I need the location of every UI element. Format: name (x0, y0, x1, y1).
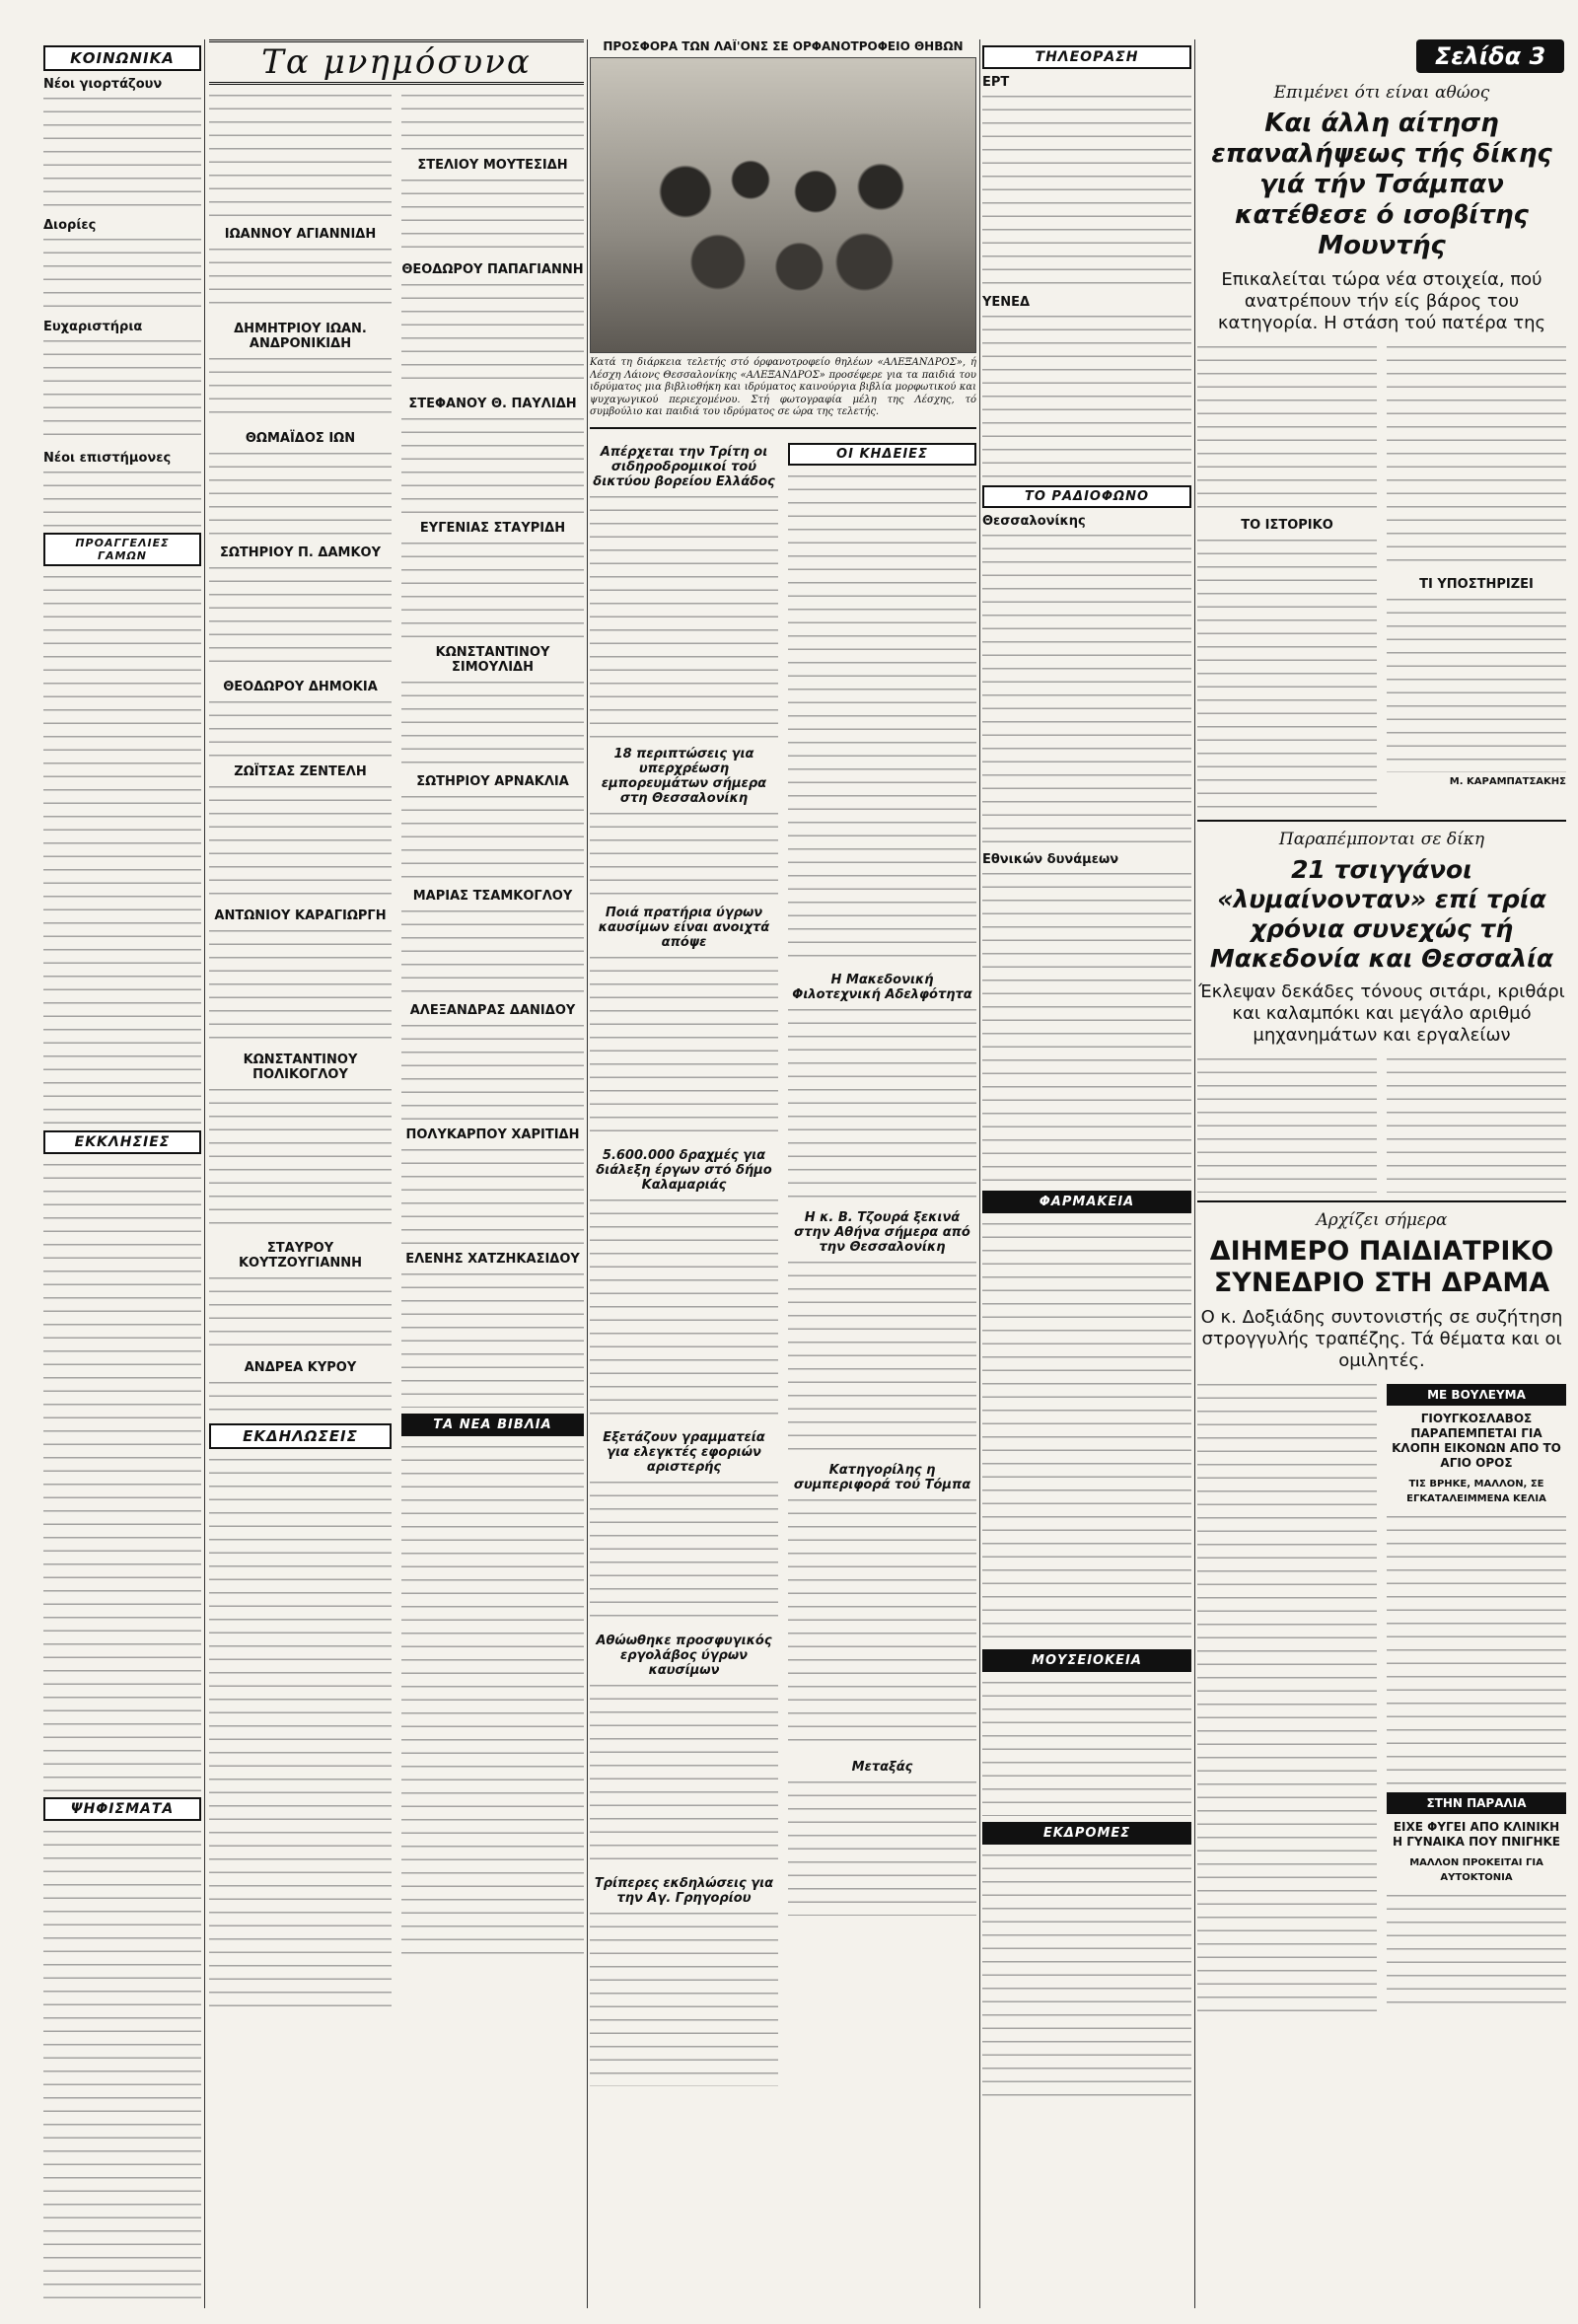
section-header-pharmacies: ΦΑΡΜΑΚΕΙΑ (982, 1191, 1191, 1213)
subheading: Ευχαριστήρια (43, 320, 143, 334)
photo-caption: Κατά τη διάρκεια τελετής στό όρφανοτροφείο θηλέων «ΑΛΕΞΑΝΔΡΟΣ», ή Λέσχη Λάιονς Θεσσαλονίκης «ΑΛΕΞΑΝΔΡΟΣ» προσέφερε για τα παιδιά του ιδρύματος μια βιβλιοθήκη και ιδρύματος καινούργια βιβλία μορφωτικού και ψυχαγωγικού περιεχομένου. Στή φωτογραφία μέλη της Λέσχης, τό συμβούλιο και παιδιά του ιδρύματος σε ώρα της τελετής. (590, 357, 976, 417)
article-text (1197, 342, 1377, 510)
section-header-resolutions: ΨΗΦΙΣΜΑΤΑ (43, 1797, 201, 1821)
photo-headline: ΠΡΟΣΦΟΡΑ ΤΩΝ ΛΑΪ'ΟΝΣ ΣΕ ΟΡΦΑΝΟΤΡΟΦΕΙΟ ΘΗΒΩΝ (603, 39, 964, 53)
article-headline: Μεταξάς (851, 1759, 913, 1775)
memorial-name: ΕΥΓΕΝΙΑΣ ΣΤΑΥΡΙΔΗ (419, 521, 566, 536)
story-subheading: ΤΙ ΥΠΟΣΤΗΡΙΖΕΙ (1419, 577, 1534, 592)
column-social (43, 39, 201, 2308)
memorial-name: ΚΩΝΣΤΑΝΤΙΝΟΥ ΠΟΛΙΚΟΓΛΟΥ (243, 1053, 358, 1082)
second-deck: Έκλεψαν δεκάδες τόνους σιτάρι, κριθάρι και καλαμπόκι και μεγάλο αριθμό μηχανημάτων και εργαλείων (1198, 981, 1565, 1046)
article-text (590, 1909, 778, 2086)
section-header-social: ΚΟΙΝΩΝΙΚΑ (43, 45, 201, 71)
article-headline: 5.600.000 δραχμές για διάλεξη έργων στό δήμο Καλαμαριάς (596, 1147, 772, 1193)
article-text (209, 563, 392, 672)
memorial-name: ΕΛΕΝΗΣ ΧΑΤΖΗΚΑΣΙΔΟΥ (405, 1252, 580, 1267)
article-text (43, 1827, 201, 2300)
article-text (401, 539, 584, 637)
box-subheadline: ΤΙΣ ΒΡΗΚΕ, ΜΑΛΛΟΝ, ΣΕ ΕΓΚΑΤΑΛΕΙΜΜΕΝΑ ΚΕΛΙΑ (1406, 1479, 1546, 1504)
box-headline: ΓΙΟΥΓΚΟΣΛΑΒΟΣ ΠΑΡΑΠΕΜΠΕΤΑΙ ΓΙΑ ΚΛΟΠΗ ΕΙΚΟΝΩΝ ΑΠΟ ΤΟ ΑΓΙΟ ΟΡΟΣ (1392, 1412, 1561, 1470)
column-memorials (209, 39, 584, 2308)
column-city-news (590, 39, 976, 2308)
second-headline: 21 τσιγγάνοι «λυμαίνονταν» επί τρία χρόνια συνεχώς τή Μακεδονία και Θεσσαλία (1209, 855, 1554, 973)
article-headline: Εξετάζουν γραμματεία για ελεγκτές εφοριών αριστερής (603, 1429, 765, 1475)
article-text (1197, 536, 1377, 812)
section-header-museums: ΜΟΥΣΕΙΟΚΕΙΑ (982, 1649, 1191, 1672)
article-text (788, 1258, 976, 1455)
memorial-name: ΣΤΑΥΡΟΥ ΚΟΥΤΖΟΥΓΙΑΝΝΗ (238, 1241, 363, 1271)
memorial-name: ΖΩΪΤΣΑΣ ΖΕΝΤΕΛΗ (234, 764, 367, 779)
memorial-name: ΑΛΕΞΑΝΔΡΑΣ ΔΑΝΙΔΟΥ (409, 1003, 576, 1018)
byline: Μ. ΚΑΡΑΜΠΑΤΣΑΚΗΣ (1449, 776, 1566, 787)
channel-name: ΕΡΤ (982, 75, 1010, 90)
article-text (401, 280, 584, 389)
article-text (401, 678, 584, 766)
subheading: Νέοι επιστήμονες (43, 451, 172, 466)
divider (590, 427, 976, 429)
box-label: ΜΕ ΒΟΥΛΕΥΜΑ (1387, 1384, 1566, 1406)
column-rule (587, 39, 588, 2308)
article-text (401, 91, 584, 150)
article-text (209, 1455, 392, 2007)
memorial-name: ΙΩΑΝΝΟΥ ΑΓΙΑΝΝΙΔΗ (224, 227, 377, 242)
article-text (43, 468, 201, 527)
article-text (43, 336, 201, 445)
article-text (401, 907, 584, 995)
lead-headline: Και άλλη αίτηση επαναλήψεως τής δίκης γιά τήν Τσάμπαν κατέθεσε ό ισοβίτης Μουντής (1211, 109, 1552, 260)
article-text (401, 1021, 584, 1120)
article-text (788, 1495, 976, 1752)
article-text (401, 176, 584, 254)
article-text (590, 953, 778, 1140)
article-headline: Η κ. Β. Τζουρά ξεκινά στην Αθήνα σήμερα από την Θεσσαλονίκη (794, 1209, 970, 1255)
memorial-name: ΣΤΕΦΑΝΟΥ Θ. ΠΑΥΛΙΔΗ (408, 397, 577, 411)
divider (1197, 820, 1566, 822)
radio-listings (982, 869, 1191, 1185)
article-text (401, 792, 584, 881)
tv-listings (982, 312, 1191, 479)
article-text (788, 1005, 976, 1202)
article-text (43, 1160, 201, 1791)
section-header-events: ΕΚΔΗΛΩΣΕΙΣ (209, 1423, 392, 1449)
article-text (590, 1478, 778, 1626)
tv-listings (982, 92, 1191, 289)
article-text (590, 809, 778, 898)
story-kicker: Αρχίζει σήμερα (1316, 1210, 1448, 1230)
article-text (43, 572, 201, 1125)
article-headline: Η Μακεδονική Φιλοτεχνική Αδελφότητα (792, 972, 972, 1002)
memorial-name: ΚΩΝΣΤΑΝΤΙΝΟΥ ΣΙΜΟΥΛΙΔΗ (435, 645, 550, 675)
article-text (1387, 595, 1566, 772)
third-deck: Ο κ. Δοξιάδης συντονιστής σε συζήτηση στρογγυλής τραπέζης. Τά θέματα και οι ομιλητές. (1200, 1307, 1563, 1371)
article-text (590, 1196, 778, 1422)
box-subheadline: ΜΑΛΛΟΝ ΠΡΟΚΕΙΤΑΙ ΓΙΑ ΑΥΤΟΚΤΟΝΙΑ (1409, 1857, 1543, 1883)
article-headline: Αθώωθηκε προσφυγικός εργολάβος ύγρων καυσίμων (596, 1633, 772, 1678)
memorial-name: ΘΕΟΔΩΡΟΥ ΔΗΜΟΚΙΑ (223, 680, 378, 694)
article-text (209, 697, 392, 757)
section-header-churches: ΕΚΚΛΗΣΙΕΣ (43, 1130, 201, 1154)
article-text (788, 472, 976, 965)
photo-lions-club (590, 57, 976, 353)
station-name: Θεσσαλονίκης (982, 514, 1086, 529)
museum-listings (982, 1678, 1191, 1816)
article-text (1387, 1054, 1566, 1193)
article-headline: Ποιά πρατήρια ύγρων καυσίμων είναι ανοιχτά απόψε (598, 905, 770, 950)
memorial-name: ΘΕΟΔΩΡΟΥ ΠΑΠΑΓΙΑΝΝΗ (401, 262, 584, 277)
memorial-name: ΠΟΛΥΚΑΡΠΟΥ ΧΑΡΙΤΙΔΗ (405, 1127, 580, 1142)
column-listings (982, 39, 1191, 2308)
article-text (401, 1270, 584, 1408)
article-text (1387, 1512, 1566, 1788)
subheading: Νέοι γιορτάζουν (43, 77, 163, 92)
article-text (1387, 1891, 1566, 2009)
article-text (401, 414, 584, 513)
article-text (209, 1273, 392, 1352)
section-header-new-books: ΤΑ ΝΕΑ ΒΙΒΛΙΑ (401, 1414, 584, 1436)
divider (1197, 1200, 1566, 1202)
article-text (209, 91, 392, 219)
trip-listings (982, 1851, 1191, 2107)
article-text (209, 782, 392, 901)
section-header-weddings: ΠΡΟΑΓΓΕΛΙΕΣ ΓΑΜΩΝ (43, 533, 201, 566)
subheading: Διορίες (43, 218, 97, 233)
story-kicker: Παραπέμπονται σε δίκη (1278, 830, 1485, 849)
column-rule (979, 39, 980, 2308)
article-text (1197, 1380, 1377, 2011)
article-text (209, 354, 392, 423)
memorial-name: ΘΩΜΑΪΔΟΣ ΙΩΝ (245, 431, 356, 446)
section-header-trips: ΕΚΔΡΟΜΕΣ (982, 1822, 1191, 1845)
article-headline: Κατηγορίλης η συμπεριφορά τού Τόμπα (793, 1462, 971, 1492)
article-text (1197, 1054, 1377, 1193)
column-rule (204, 39, 205, 2308)
article-headline: 18 περιπτώσεις για υπερχρέωση εμπορευμάτων σήμερα στη Θεσσαλονίκη (601, 746, 767, 806)
column-rule (1194, 39, 1195, 2308)
story-kicker: Επιμένει ότι είναι αθώος (1273, 83, 1490, 103)
memorial-name: ΜΑΡΙΑΣ ΤΣΑΜΚΟΓΛΟΥ (412, 889, 573, 904)
radio-listings (982, 531, 1191, 846)
column-lead-stories (1197, 39, 1566, 2308)
article-text (401, 1145, 584, 1244)
page-number-badge: Σελίδα 3 (1416, 39, 1564, 73)
lead-deck: Επικαλείται τώρα νέα στοιχεία, πού ανατρέπουν τήν είς βάρος του κατηγορία. Η στάση τού πατέρα της (1217, 269, 1546, 333)
story-subheading: ΤΟ ΙΣΤΟΡΙΚΟ (1241, 518, 1333, 533)
article-text (209, 449, 392, 538)
article-text (401, 1442, 584, 1955)
article-text (209, 245, 392, 314)
memorial-name: ΑΝΔΡΕΑ ΚΥΡΟΥ (244, 1360, 357, 1375)
article-text (209, 926, 392, 1045)
pharmacy-listings (982, 1219, 1191, 1643)
article-text (590, 1681, 778, 1868)
memorial-name: ΔΗΜΗΤΡΙΟΥ ΙΩΑΝ. ΑΝΔΡΟΝΙΚΙΔΗ (234, 322, 367, 351)
article-text (788, 1778, 976, 1916)
article-text (590, 492, 778, 739)
channel-name: ΥΕΝΕΔ (982, 295, 1031, 310)
section-header-funerals: ΟΙ ΚΗΔΕΙΕΣ (788, 443, 976, 466)
third-headline: ΔΙΗΜΕΡΟ ΠΑΙΔΙΑΤΡΙΚΟ ΣΥΝΕΔΡΙΟ ΣΤΗ ΔΡΑΜΑ (1209, 1236, 1554, 1298)
box-headline: ΕΙΧΕ ΦΥΓΕΙ ΑΠΟ ΚΛΙΝΙΚΗ Η ΓΥΝΑΙΚΑ ΠΟΥ ΠΝΙΓΗΚΕ (1393, 1820, 1560, 1849)
station-name: Εθνικών δυνάμεων (982, 852, 1119, 867)
article-text (43, 94, 201, 212)
article-text (209, 1378, 392, 1417)
memorial-name: ΣΩΤΗΡΙΟΥ ΑΡΝΑΚΛΙΑ (416, 774, 569, 789)
section-header-radio: ΤΟ ΡΑΔΙΟΦΩΝΟ (982, 485, 1191, 508)
memorial-name: ΣΩΤΗΡΙΟΥ Π. ΔΑΜΚΟΥ (220, 545, 381, 560)
article-text (209, 1085, 392, 1233)
article-text (43, 235, 201, 314)
section-header-tv: ΤΗΛΕΟΡΑΣΗ (982, 45, 1191, 69)
article-headline: Τρίπερες εκδηλώσεις για την Αγ. Γρηγορίου (594, 1875, 774, 1906)
article-text (1387, 342, 1566, 569)
section-header-memorials: Τα μνημόσυνα (209, 39, 584, 85)
memorial-name: ΣΤΕΛΙΟΥ ΜΟΥΤΕΣΙΔΗ (417, 158, 568, 173)
box-label: ΣΤΗΝ ΠΑΡΑΛΙΑ (1387, 1792, 1566, 1814)
memorial-name: ΑΝΤΩΝΙΟΥ ΚΑΡΑΓΙΩΡΓΗ (214, 908, 387, 923)
article-headline: Απέρχεται την Τρίτη οι σιδηροδρομικοί τού δικτύου βορείου Ελλάδος (593, 444, 775, 489)
